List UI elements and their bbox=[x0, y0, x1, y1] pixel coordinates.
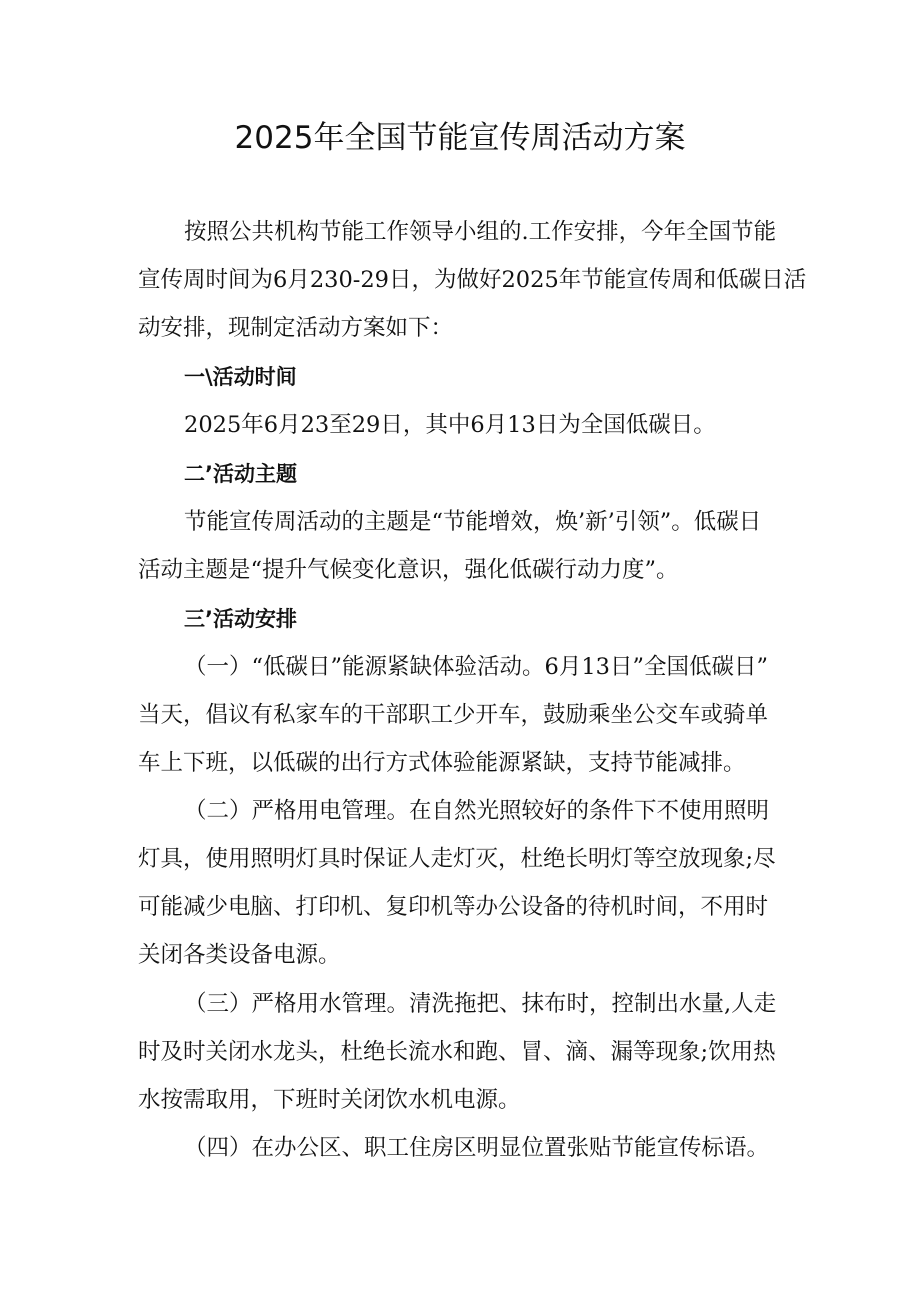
item-3-line-3: 水按需取用，下班时关闭饮水机电源。 bbox=[138, 1087, 521, 1113]
item-3-line-1: （三）严格用水管理。清洗拖把、抹布时，控制出水量,人走 bbox=[184, 991, 777, 1017]
section-2-line-1: 节能宣传周活动的主题是“节能增效，焕’新’引领”。低碳日 bbox=[184, 509, 762, 535]
item-2-line-3: 可能减少电脑、打印机、复印机等办公设备的待机时间，不用时 bbox=[138, 894, 769, 920]
item-3-line-2: 时及时关闭水龙头，杜绝长流水和跑、冒、滴、漏等现象;饮用热 bbox=[138, 1039, 776, 1065]
section-2-heading: 二’活动主题 bbox=[184, 462, 297, 486]
document-title: 2025年全国节能宣传周活动方案 bbox=[234, 120, 686, 156]
intro-line-1: 按照公共机构节能工作领导小组的.工作安排，今年全国节能 bbox=[184, 219, 777, 245]
item-1-line-3: 车上下班，以低碳的出行方式体验能源紧缺，支持节能减排。 bbox=[138, 750, 746, 776]
item-4-line-1: （四）在办公区、职工住房区明显位置张贴节能宣传标语。 bbox=[184, 1135, 770, 1161]
intro-line-3: 动安排，现制定活动方案如下： bbox=[138, 315, 454, 341]
section-1-heading: 一\活动时间 bbox=[184, 365, 297, 389]
item-1-line-1: （一）“低碳日”能源紧缺体验活动。6月13日”全国低碳日” bbox=[184, 654, 768, 680]
item-1-line-2: 当天，倡议有私家车的干部职工少开车，鼓励乘坐公交车或骑单 bbox=[138, 702, 769, 728]
section-2-line-2: 活动主题是“提升气候变化意识，强化低碳行动力度”。 bbox=[138, 557, 679, 583]
item-2-line-1: （二）严格用电管理。在自然光照较好的条件下不使用照明 bbox=[184, 798, 770, 824]
item-2-line-2: 灯具，使用照明灯具时保证人走灯灭，杜绝长明灯等空放现象;尽 bbox=[138, 846, 776, 872]
item-2-line-4: 关闭各类设备电源。 bbox=[138, 942, 341, 968]
intro-line-2: 宣传周时间为6月230-29日，为做好2025年节能宣传周和低碳日活 bbox=[138, 267, 807, 293]
section-1-line-1: 2025年6月23至29日，其中6月13日为全国低碳日。 bbox=[184, 412, 716, 438]
section-3-heading: 三’活动安排 bbox=[184, 607, 297, 631]
